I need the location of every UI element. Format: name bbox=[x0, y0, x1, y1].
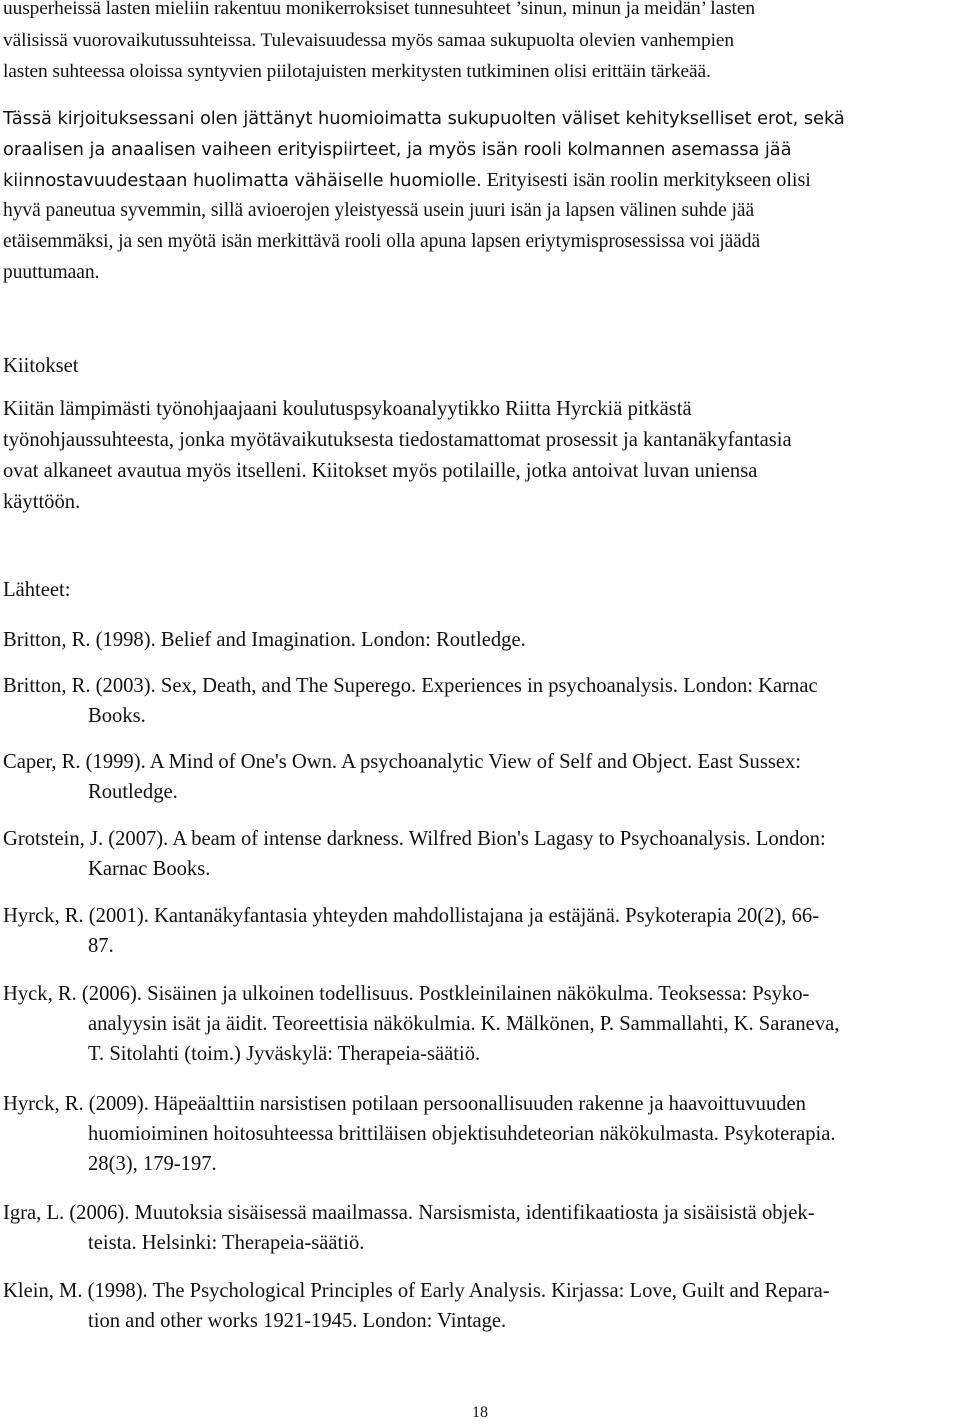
reference-item bbox=[3, 625, 953, 655]
paragraph-line: hyvä paneutua syvemmin, sillä avioerojen yleistyessä usein juuri isän ja lapsen välinen suhde jää bbox=[3, 200, 755, 221]
reference-continuation: analyysin isät ja äidit. Teoreettisia näkökulmia. K. Mälkönen, P. Sammallahti, K. Saraneva, bbox=[88, 1013, 840, 1035]
reference-text: Caper, R. (1999). A Mind of One's Own. A psychoanalytic View of Self and Object. East Sussex: bbox=[3, 751, 802, 773]
reference-continuation: T. Sitolahti (toim.) Jyväskylä: Therapeia-säätiö. bbox=[88, 1043, 481, 1065]
reference-continuation: teista. Helsinki: Therapeia-säätiö. bbox=[88, 1232, 365, 1254]
paragraph-line: Tässä kirjoituksessani olen jättänyt huomioimatta sukupuolten väliset kehitykselliset erot, sekä bbox=[3, 108, 845, 129]
reference-item bbox=[3, 901, 953, 961]
reference-item bbox=[3, 1276, 953, 1336]
paragraph-line: käyttöön. bbox=[3, 491, 81, 513]
paragraph-line: työnohjaussuhteesta, jonka myötävaikutuksesta tiedostamattomat prosessit ja kantanäkyfantasia bbox=[3, 429, 792, 451]
reference-continuation: tion and other works 1921-1945. London: Vintage. bbox=[88, 1310, 507, 1332]
reference-item bbox=[3, 979, 953, 1069]
acknowledgements-heading: Kiitokset bbox=[3, 355, 79, 377]
paragraph-line bbox=[3, 169, 811, 192]
reference-continuation: 87. bbox=[88, 935, 114, 957]
reference-text: Igra, L. (2006). Muutoksia sisäisessä maailmassa. Narsismista, identifikaatiosta ja sisäisistä objek- bbox=[3, 1202, 815, 1224]
paragraph-line: oraalisen ja anaalisen vaiheen erityispiirteet, ja myös isän rooli kolmannen asemassa jää bbox=[3, 139, 792, 160]
paragraph-line: ovat alkaneet avautua myös itselleni. Kiitokset myös potilaille, jotka antoivat luvan uniensa bbox=[3, 460, 758, 482]
reference-continuation: huomioiminen hoitosuhteessa brittiläisen objektisuhdeteorian näkökulmasta. Psykoterapia. bbox=[88, 1123, 836, 1145]
reference-item bbox=[3, 671, 953, 731]
reference-text: Britton, R. (1998). Belief and Imagination. London: Routledge. bbox=[3, 629, 526, 651]
reference-continuation: 28(3), 179-197. bbox=[88, 1153, 217, 1175]
reference-text: Hyck, R. (2006). Sisäinen ja ulkoinen todellisuus. Postkleinilainen näkökulma. Teoksessa: Psyko- bbox=[3, 983, 810, 1005]
reference-continuation: Routledge. bbox=[88, 781, 178, 803]
paragraph-line: välisissä vuorovaikutussuhteissa. Tulevaisuudessa myös samaa sukupuolta olevien vanhempien bbox=[3, 30, 734, 51]
page-number: 18 bbox=[472, 1404, 488, 1421]
paragraph-line-serif-part: Erityisesti isän roolin merkitykseen olisi bbox=[481, 169, 811, 191]
reference-text: Hyrck, R. (2001). Kantanäkyfantasia yhteyden mahdollistajana ja estäjänä. Psykoterapia 20(2), 66- bbox=[3, 905, 820, 927]
reference-item bbox=[3, 1198, 953, 1258]
reference-continuation: Karnac Books. bbox=[88, 858, 211, 880]
paragraph-line: Kiitän lämpimästi työnohjaajaani koulutuspsykoanalyytikko Riitta Hyrckiä pitkästä bbox=[3, 398, 692, 420]
paragraph-line: etäisemmäksi, ja sen myötä isän merkittävä rooli olla apuna lapsen eriytymisprosessissa voi jäädä bbox=[3, 231, 761, 252]
paragraph-line: lasten suhteessa oloissa syntyvien piilotajuisten merkitysten tutkiminen olisi erittäin tärkeää. bbox=[3, 61, 711, 82]
reference-text: Klein, M. (1998). The Psychological Principles of Early Analysis. Kirjassa: Love, Guilt and Repara- bbox=[3, 1280, 830, 1302]
paragraph-line: puuttumaan. bbox=[3, 262, 100, 283]
references-heading: Lähteet: bbox=[3, 579, 71, 601]
reference-item bbox=[3, 1089, 953, 1179]
paragraph-line-sans-part: kiinnostavuudestaan huolimatta vähäiselle huomiolle. bbox=[3, 170, 482, 191]
reference-text: Grotstein, J. (2007). A beam of intense darkness. Wilfred Bion's Lagasy to Psychoanalysis. London: bbox=[3, 828, 826, 850]
reference-continuation: Books. bbox=[88, 705, 146, 727]
paragraph-line: uusperheissä lasten mieliin rakentuu monikerroksiset tunnesuhteet ’sinun, minun ja meidän’ lasten bbox=[3, 0, 755, 19]
reference-item bbox=[3, 824, 953, 884]
reference-text: Hyrck, R. (2009). Häpeäalttiin narsistisen potilaan persoonallisuuden rakenne ja haavoittuvuuden bbox=[3, 1093, 806, 1115]
reference-item bbox=[3, 747, 953, 807]
reference-text: Britton, R. (2003). Sex, Death, and The Superego. Experiences in psychoanalysis. London: Karnac bbox=[3, 675, 818, 697]
